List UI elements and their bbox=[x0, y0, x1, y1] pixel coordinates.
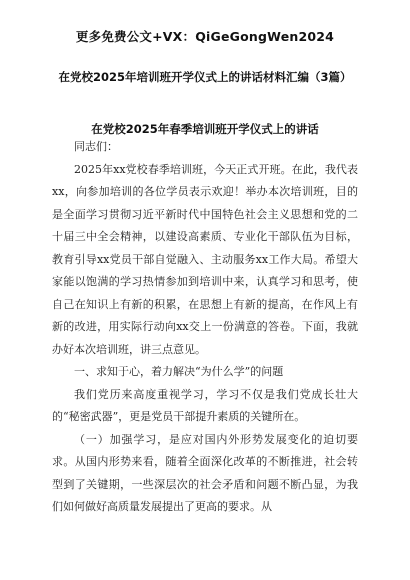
speech-title: 在党校2025年春季培训班开学仪式上的讲话 bbox=[91, 122, 319, 136]
body-paragraph: 2025年xx党校春季培训班，今天正式开班。在此，我代表xx，向参加培训的各位学员表示欢迎！举办本次培训班，目的是全面学习贯彻习近平新时代中国特色社会主义思想和党的二十届三中全会精神，以建设高素质、专业化干部队伍为目标，教育引导xx党员干部自觉融入、主动服务xx工作大局。希望大家能以饱满的学习热情参加到培训中来，认真学习和思考，使自己在知识上有新的积累，在思想上有新的提高，在作风上有新的改进，用实际行动向xx交上一份满意的答卷。下面，我就办好本次培训班，讲三点意见。 bbox=[52, 162, 358, 356]
salutation: 同志们： bbox=[74, 140, 118, 153]
body-paragraph: 我们党历来高度重视学习，学习不仅是我们党成长壮大的“秘密武器”，更是党员干部提升素质的关键所在。 bbox=[52, 387, 358, 423]
speech-body bbox=[52, 136, 358, 519]
body-paragraph: （一）加强学习，是应对国内外形势发展变化的迫切要求。从国内形势来看，随着全面深化改革的不断推进，社会转型到了关键期，一些深层次的社会矛盾和问题不断凸显，为我们如何做好高质量发展提出了更高的要求。从 bbox=[52, 432, 358, 513]
section-heading: 一、求知于心，着力解决“为什么学”的问题 bbox=[74, 365, 284, 378]
header-note: 更多免费公文+VX：QiGeGongWen2024 bbox=[75, 29, 335, 44]
collection-title: 在党校2025年培训班开学仪式上的讲话材料汇编（3篇） bbox=[58, 70, 352, 84]
